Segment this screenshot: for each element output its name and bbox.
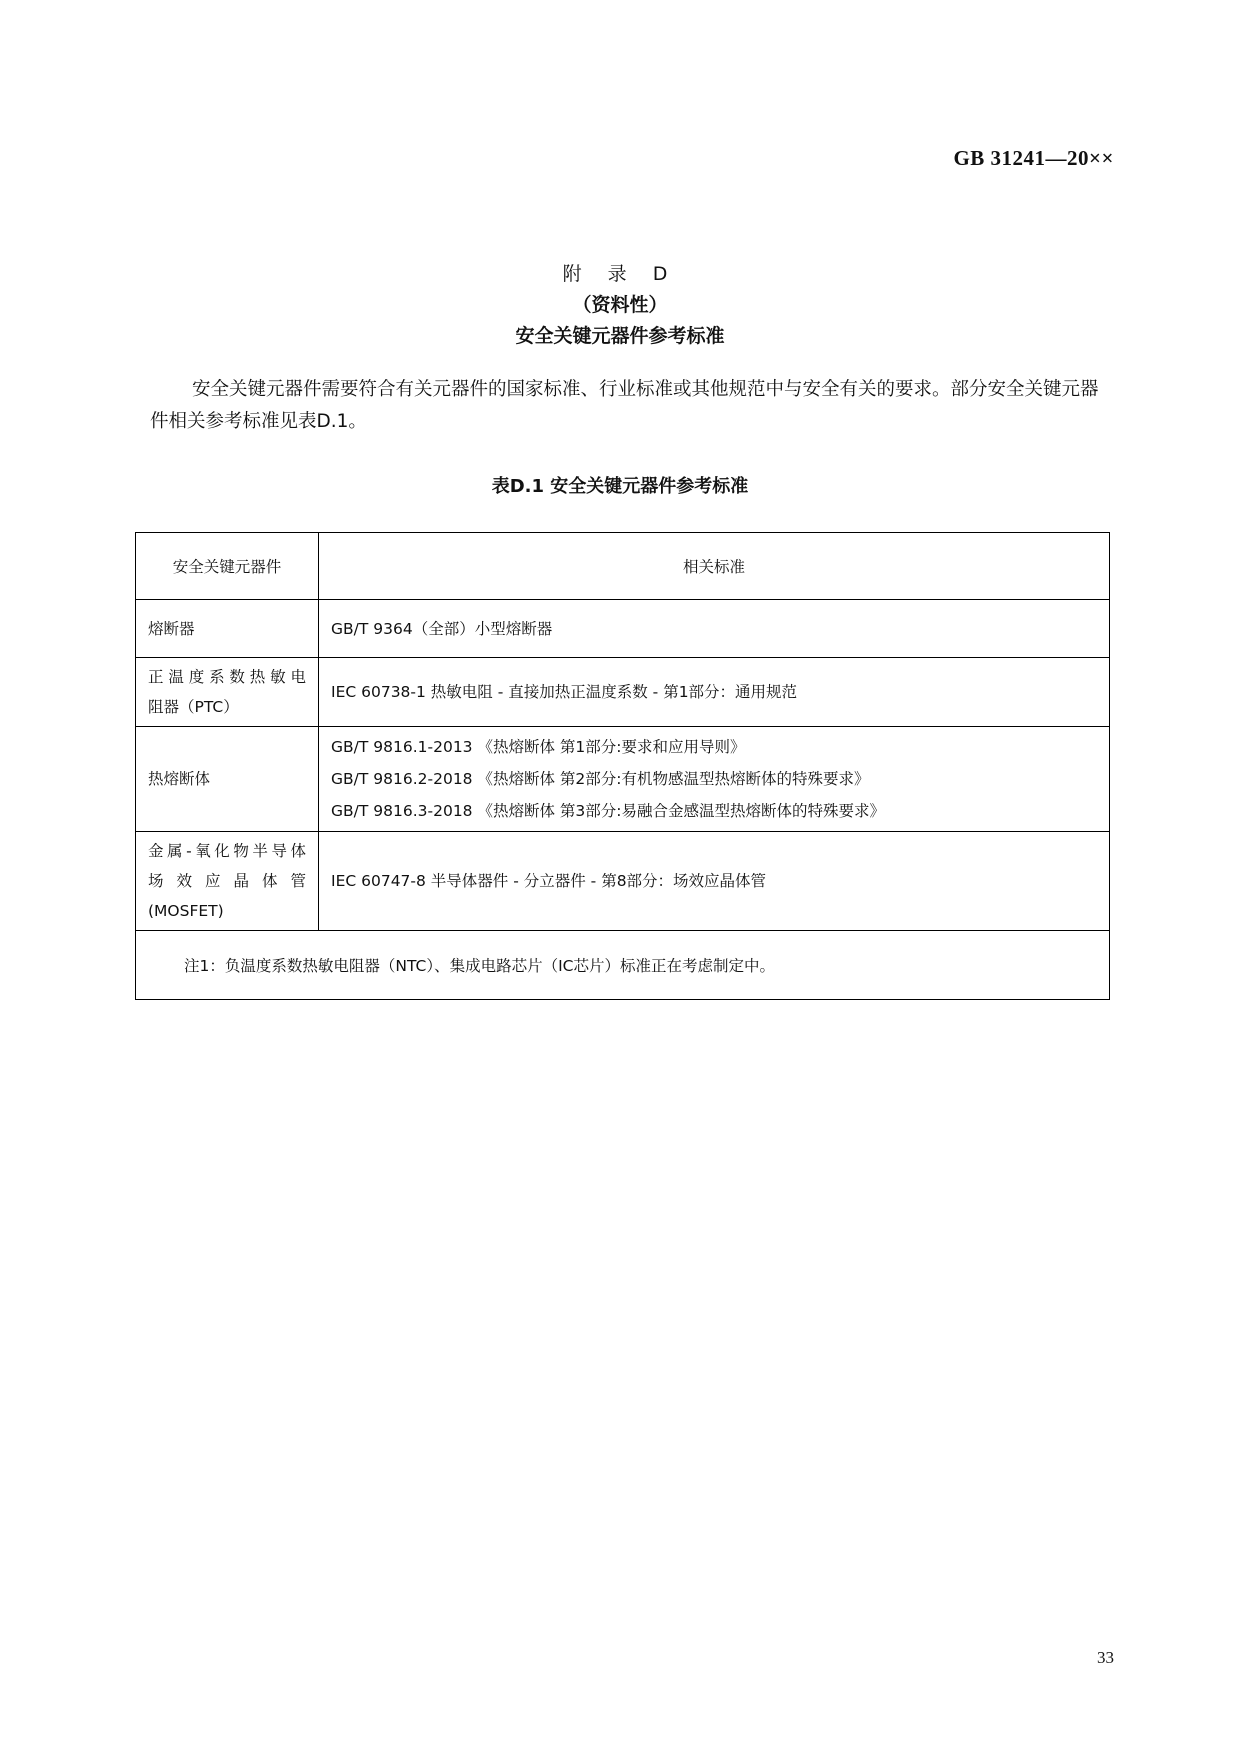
component-cell [136, 832, 319, 931]
standard-line: GB/T 9816.2-2018 《热熔断体 第2部分:有机物感温型热熔断体的特殊要求》 [331, 770, 870, 788]
standards-cell [319, 600, 1110, 658]
component-line: 金属-氧化物半导体 [148, 842, 306, 860]
component-cell [136, 727, 319, 832]
page-number: 33 [1097, 1648, 1114, 1667]
reference-standards-table [135, 532, 1110, 1000]
table-row [136, 727, 1110, 832]
component-line: 阻器（PTC） [148, 698, 239, 716]
standards-cell [319, 832, 1110, 931]
standards-cell [319, 727, 1110, 832]
table-caption: 表D.1 安全关键元器件参考标准 [491, 476, 749, 497]
standard-number: GB 31241—20×× [953, 146, 1114, 170]
component-line: 正温度系数热敏电 [148, 668, 306, 686]
standards-cell [319, 658, 1110, 727]
component-line: 热熔断体 [148, 770, 211, 788]
appendix-title: 附 录 D [562, 263, 678, 285]
table-row [136, 600, 1110, 658]
table-note-row [136, 931, 1110, 1000]
component-cell [136, 658, 319, 727]
header-standards: 相关标准 [319, 533, 1110, 600]
standard-line: IEC 60747-8 半导体器件 - 分立器件 - 第8部分：场效应晶体管 [331, 872, 767, 890]
standard-line: IEC 60738-1 热敏电阻 - 直接加热正温度系数 - 第1部分：通用规范 [331, 683, 798, 701]
table-header-row [136, 533, 1110, 600]
intro-paragraph: 安全关键元器件需要符合有关元器件的国家标准、行业标准或其他规范中与安全有关的要求。部分安全关键元器件相关参考标准见表D.1。 [150, 379, 1099, 432]
header-component: 安全关键元器件 [136, 533, 319, 600]
table-note: 注1：负温度系数热敏电阻器（NTC）、集成电路芯片（IC芯片）标准正在考虑制定中。 [136, 931, 1110, 1000]
standard-line: GB/T 9364（全部）小型熔断器 [331, 619, 553, 638]
standard-line: GB/T 9816.1-2013 《热熔断体 第1部分:要求和应用导则》 [331, 738, 746, 756]
table-row [136, 658, 1110, 727]
standard-line: GB/T 9816.3-2018 《热熔断体 第3部分:易融合金感温型热熔断体的特殊要求》 [331, 802, 885, 820]
component-line: 场效应晶体管 [148, 872, 306, 890]
table-row [136, 832, 1110, 931]
appendix-name: 安全关键元器件参考标准 [515, 325, 725, 347]
component-line: (MOSFET) [148, 902, 224, 920]
component-line: 熔断器 [148, 619, 195, 638]
appendix-type: （资料性） [572, 294, 668, 316]
component-cell [136, 600, 319, 658]
